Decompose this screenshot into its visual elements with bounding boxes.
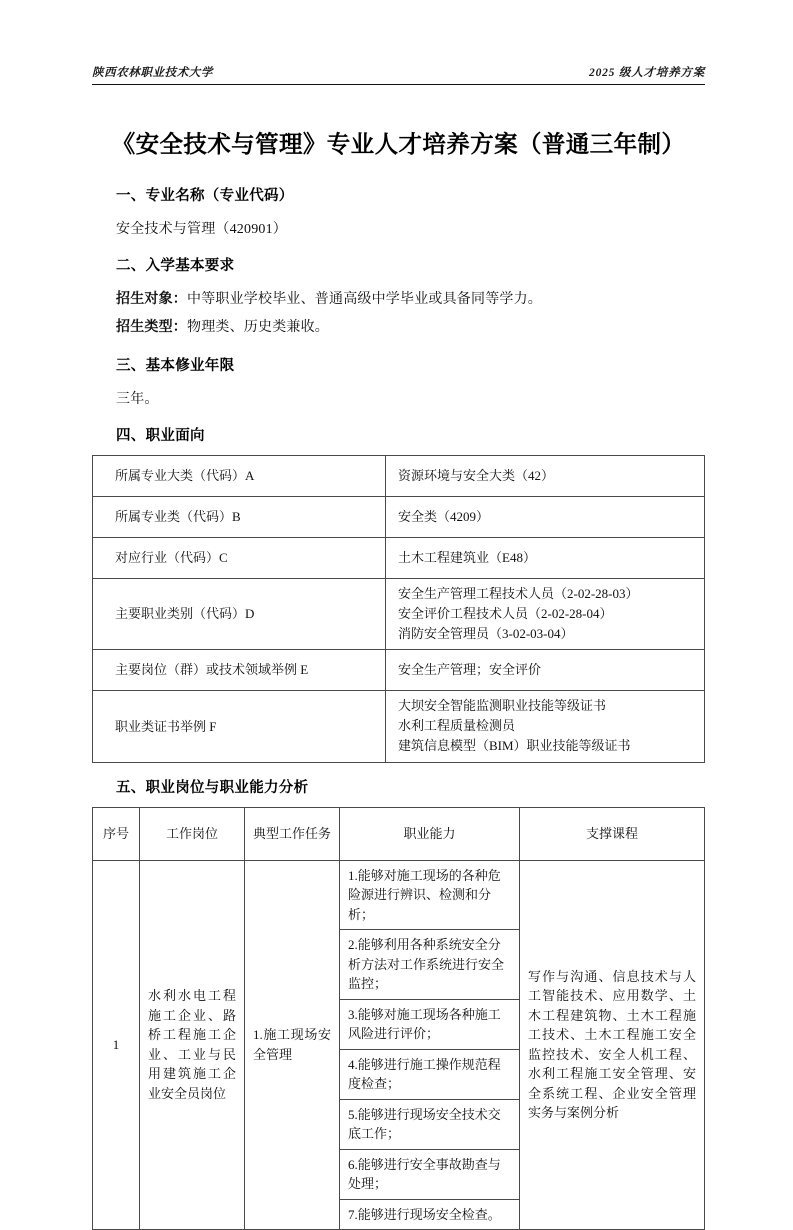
career-row-label: 主要岗位（群）或技术领域举例 E	[93, 650, 386, 691]
career-row-label: 所属专业大类（代码）A	[93, 455, 386, 496]
career-value-line: 建筑信息模型（BIM）职业技能等级证书	[398, 738, 631, 754]
ability-item: 5.能够进行现场安全技术交底工作；	[340, 1099, 520, 1149]
admission-type-text: 物理类、历史类兼收。	[187, 319, 329, 335]
career-row-value	[386, 691, 705, 762]
header-plan-year: 2025 级人才培养方案	[589, 67, 705, 79]
col-header-no: 序号	[93, 807, 140, 860]
col-header-task: 典型工作任务	[245, 807, 340, 860]
col-header-ability: 职业能力	[340, 807, 520, 860]
header-institution: 陕西农林职业技术大学	[92, 67, 213, 79]
table-row	[93, 860, 705, 930]
col-header-course: 支撑课程	[520, 807, 705, 860]
career-row-label: 职业类证书举例 F	[93, 691, 386, 762]
career-orientation-body	[93, 455, 705, 762]
admission-target-label: 招生对象：	[116, 289, 187, 306]
career-value-line: 大坝安全智能监测职业技能等级证书	[398, 698, 607, 714]
admission-target-line	[92, 288, 705, 308]
ability-row-course: 写作与沟通、信息技术与人工智能技术、应用数学、土木工程建筑物、土木工程施工技术、土木工程施工安全监控技术、安全人机工程、水利工程施工安全管理、安全系统工程、企业安全管理实务与案例分析	[520, 860, 705, 1230]
career-row-value: 安全生产管理；安全评价	[386, 650, 705, 691]
section-heading-1: 一、专业名称（专业代码）	[116, 187, 294, 204]
career-row-value	[386, 578, 705, 649]
career-value-line: 水利工程质量检测员	[398, 718, 516, 734]
section-heading-4: 四、职业面向	[116, 427, 205, 444]
ability-table-body	[93, 860, 705, 1230]
ability-item: 2.能够利用各种系统安全分析方法对工作系统进行安全监控；	[340, 930, 520, 1000]
page-title: 《安全技术与管理》专业人才培养方案（普通三年制）	[111, 132, 686, 158]
career-orientation-table	[92, 455, 705, 763]
ability-analysis-table	[92, 807, 705, 1230]
table-row	[93, 537, 705, 578]
ability-item: 6.能够进行安全事故勘查与处理；	[340, 1149, 520, 1199]
table-row	[93, 691, 705, 762]
career-value-line: 安全生产管理工程技术人员（2-02-28-03）	[398, 585, 639, 601]
section-heading-3: 三、基本修业年限	[116, 357, 235, 374]
table-row	[93, 578, 705, 649]
admission-type-line	[92, 316, 705, 336]
career-row-label: 对应行业（代码）C	[93, 537, 386, 578]
section-heading-5: 五、职业岗位与职业能力分析	[116, 779, 309, 796]
table-row	[93, 455, 705, 496]
career-row-value: 土木工程建筑业（E48）	[386, 537, 705, 578]
table-header-row	[93, 807, 705, 860]
ability-row-task: 1.施工现场安全管理	[245, 860, 340, 1230]
ability-item: 1.能够对施工现场的各种危险源进行辨识、检测和分析；	[340, 860, 520, 930]
ability-row-no: 1	[93, 860, 140, 1230]
ability-item: 7.能够进行现场安全检查。	[340, 1199, 520, 1230]
table-row	[93, 650, 705, 691]
table-row	[93, 496, 705, 537]
career-row-label: 主要职业类别（代码）D	[93, 578, 386, 649]
admission-target-text: 中等职业学校毕业、普通高级中学毕业或具备同等学力。	[187, 291, 542, 307]
running-header	[92, 64, 705, 85]
career-row-value: 资源环境与安全大类（42）	[386, 455, 705, 496]
ability-item: 3.能够对施工现场各种施工风险进行评价；	[340, 999, 520, 1049]
ability-row-post: 水利水电工程施工企业、路桥工程施工企业、工业与民用建筑施工企业安全员岗位	[140, 860, 245, 1230]
career-value-line: 安全评价工程技术人员（2-02-28-04）	[398, 605, 613, 621]
career-row-value: 安全类（4209）	[386, 496, 705, 537]
ability-item: 4.能够进行施工操作规范程度检查；	[340, 1049, 520, 1099]
career-row-label: 所属专业类（代码）B	[93, 496, 386, 537]
col-header-post: 工作岗位	[140, 807, 245, 860]
ability-table-head	[93, 807, 705, 860]
career-value-line: 消防安全管理员（3-02-03-04）	[398, 626, 574, 641]
document-body	[92, 120, 705, 1230]
section-heading-2: 二、入学基本要求	[116, 257, 235, 274]
section-3-body: 三年。	[116, 391, 159, 407]
admission-type-label: 招生类型：	[116, 317, 187, 334]
section-1-body: 安全技术与管理（420901）	[116, 221, 287, 237]
